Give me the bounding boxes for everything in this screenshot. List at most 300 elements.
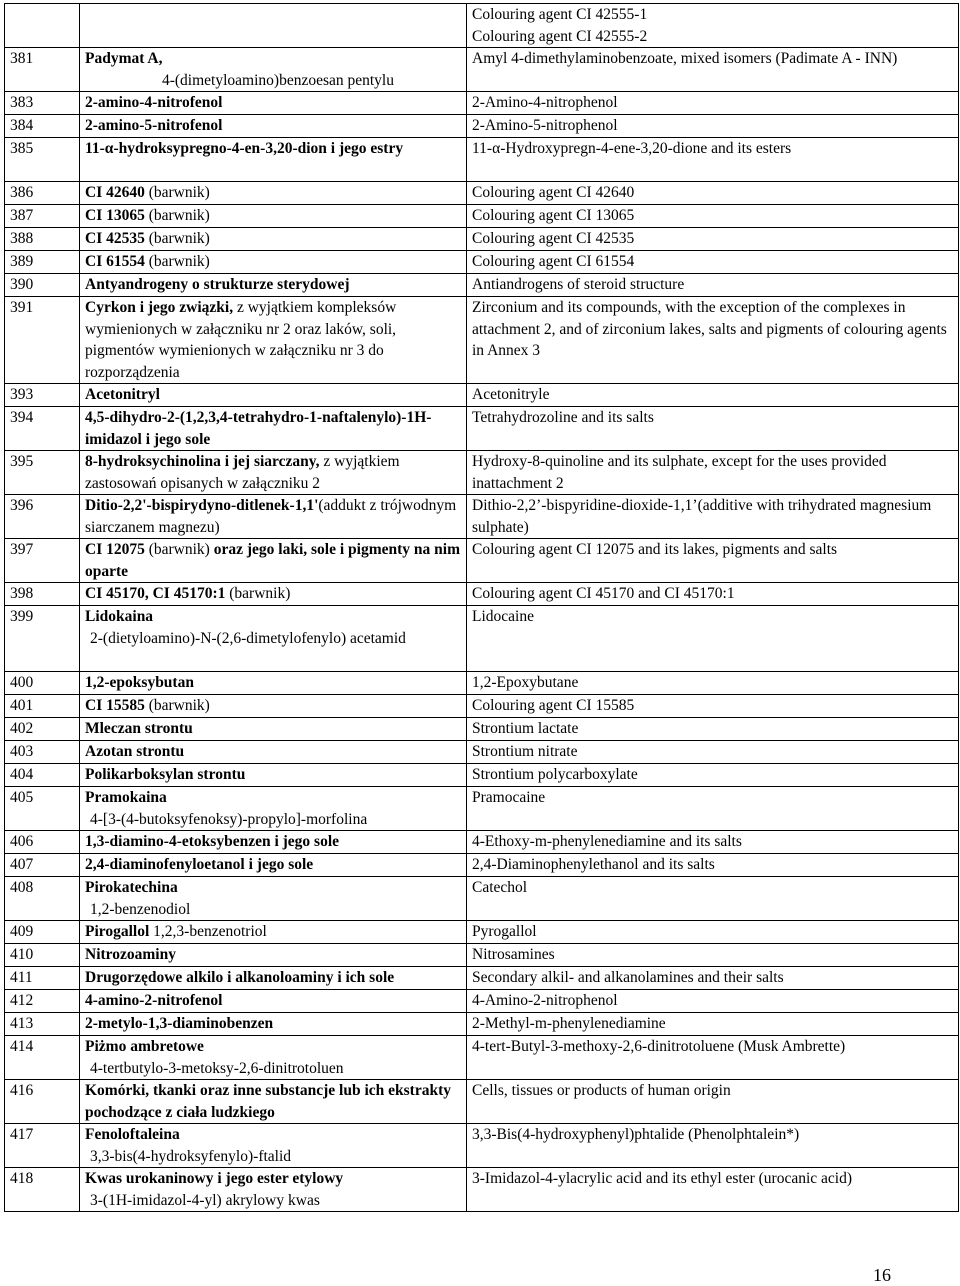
english-name-cell: [467, 251, 959, 274]
english-name-cell: [467, 606, 959, 672]
english-name: Pramocaine: [472, 789, 546, 806]
polish-name: [85, 741, 466, 763]
row-number-cell: [5, 1124, 80, 1168]
polish-name-bold: 2-metylo-1,3-diaminobenzen: [85, 1015, 274, 1032]
english-name: 4-Amino-2-nitrophenol: [472, 992, 618, 1009]
row-number: 412: [10, 992, 34, 1009]
row-number-cell: [5, 583, 80, 606]
polish-name-bold: Pirokatechina: [85, 879, 178, 896]
polish-name-bold: Nitrozoaminy: [85, 946, 176, 963]
table-row: [5, 606, 959, 672]
english-name: Antiandrogens of steroid structure: [472, 276, 685, 293]
polish-name-rest: (barwnik): [225, 585, 291, 602]
row-number-cell: [5, 831, 80, 854]
english-name-cell: [467, 205, 959, 228]
ingredients-table-body: [5, 4, 959, 1212]
polish-name: [85, 138, 466, 160]
polish-name: [85, 407, 466, 450]
row-number: 396: [10, 497, 34, 514]
row-number: 385: [10, 140, 34, 157]
polish-chemical-name: 4-[3-(4-butoksyfenoksy)-propylo]-morfolina: [90, 810, 368, 828]
polish-name: [85, 115, 466, 137]
row-number-cell: [5, 944, 80, 967]
english-name: Tetrahydrozoline and its salts: [472, 409, 654, 426]
polish-name-cell: [80, 4, 467, 48]
ingredients-table: [4, 3, 959, 1212]
english-name: 3-Imidazol-4-ylacrylic acid and its ethyl ester (urocanic acid): [472, 1170, 853, 1187]
polish-name: [85, 205, 466, 227]
polish-chemical-name: 3-(1H-imidazol-4-yl) akrylowy kwas: [90, 1191, 320, 1209]
english-name-cell: [467, 138, 959, 182]
polish-name-cell: [80, 251, 467, 274]
polish-chemical-name: 4-tertbutylo-3-metoksy-2,6-dinitrotoluen: [90, 1059, 344, 1077]
row-number-cell: [5, 718, 80, 741]
row-number: 402: [10, 720, 34, 737]
polish-name-rest: (barwnik): [144, 230, 210, 247]
english-name: Pyrogallol: [472, 923, 537, 940]
polish-name: [85, 1080, 466, 1123]
english-name-cell: [467, 182, 959, 205]
row-number-cell: [5, 4, 80, 48]
polish-name-cell: [80, 92, 467, 115]
polish-name: [85, 877, 466, 899]
polish-name-cell: [80, 182, 467, 205]
table-row: [5, 695, 959, 718]
row-number: 406: [10, 833, 34, 850]
english-name: Nitrosamines: [472, 946, 555, 963]
english-name: 4-tert-Butyl-3-methoxy-2,6-dinitrotoluene (Musk Ambrette): [472, 1038, 846, 1055]
polish-name-bold: 1,2-epoksybutan: [85, 674, 194, 691]
polish-name-cell: [80, 1036, 467, 1080]
row-number: 387: [10, 207, 34, 224]
table-row: [5, 741, 959, 764]
polish-name: [85, 92, 466, 114]
polish-name: [85, 695, 466, 717]
polish-chemical-name: 2-(dietyloamino)-N-(2,6-dimetylofenylo) acetamid: [90, 629, 406, 647]
polish-name-bold: 8-hydroksychinolina i jej siarczany,: [85, 453, 320, 470]
polish-name: [85, 764, 466, 786]
polish-chemical-name: 4-(dimetyloamino)benzoesan pentylu: [161, 71, 394, 89]
table-row: [5, 1168, 959, 1212]
row-number-cell: [5, 48, 80, 92]
polish-name-cell: [80, 495, 467, 539]
polish-name-cell: [80, 877, 467, 921]
row-number-cell: [5, 1168, 80, 1212]
row-number: 388: [10, 230, 34, 247]
row-number: 413: [10, 1015, 34, 1032]
table-row: [5, 944, 959, 967]
polish-name: [85, 787, 466, 809]
polish-name-bold: CI 45170, CI 45170:1: [85, 585, 226, 602]
polish-name: [85, 297, 466, 383]
table-row: [5, 384, 959, 407]
english-name-cell: [467, 764, 959, 787]
english-name-cell: [467, 967, 959, 990]
table-row: [5, 967, 959, 990]
english-name: 2,4-Diaminophenylethanol and its salts: [472, 856, 715, 873]
polish-name-cell: [80, 205, 467, 228]
english-line: Colouring agent CI 42555-2: [472, 27, 648, 45]
table-row: [5, 1013, 959, 1036]
row-number-cell: [5, 1013, 80, 1036]
row-number-cell: [5, 205, 80, 228]
english-name-cell: [467, 831, 959, 854]
english-name: Strontium polycarboxylate: [472, 766, 638, 783]
row-number: 399: [10, 608, 34, 625]
english-name-cell: [467, 384, 959, 407]
polish-name-rest: (barwnik): [144, 253, 210, 270]
row-number-cell: [5, 228, 80, 251]
row-number: 418: [10, 1170, 34, 1187]
polish-name-bold: Polikarboksylan strontu: [85, 766, 246, 783]
polish-name-bold-continued: oraz jego laki, sole i pigmenty na nim oparte: [85, 541, 461, 580]
polish-name-bold: Pramokaina: [85, 789, 167, 806]
polish-name-bold: CI 42535: [85, 230, 145, 247]
polish-name: [85, 228, 466, 250]
polish-name-rest: (barwnik): [144, 184, 210, 201]
polish-name-rest: 1,2,3-benzenotriol: [149, 923, 267, 940]
polish-chemical-name: 1,2-benzenodiol: [90, 900, 191, 918]
polish-name-bold: Kwas urokaninowy i jego ester etylowy: [85, 1170, 344, 1187]
english-name-cell: [467, 787, 959, 831]
english-name: Colouring agent CI 12075 and its lakes, pigments and salts: [472, 541, 838, 558]
table-row: [5, 583, 959, 606]
polish-name-bold: Lidokaina: [85, 608, 154, 625]
table-row: [5, 787, 959, 831]
row-number-cell: [5, 495, 80, 539]
english-name-cell: [467, 4, 959, 48]
row-number: 393: [10, 386, 34, 403]
row-number: 411: [10, 969, 33, 986]
polish-name-bold: Cyrkon i jego związki,: [85, 299, 234, 316]
polish-name-cell: [80, 407, 467, 451]
polish-name-rest: (barwnik): [144, 697, 210, 714]
polish-name-bold: CI 13065: [85, 207, 145, 224]
row-number: 417: [10, 1126, 34, 1143]
row-number: 410: [10, 946, 34, 963]
english-name-cell: [467, 990, 959, 1013]
polish-name-bold: 4-amino-2-nitrofenol: [85, 992, 223, 1009]
table-row: [5, 764, 959, 787]
english-name: Acetonitryle: [472, 386, 550, 403]
polish-name-rest: (barwnik): [144, 207, 210, 224]
polish-name: [85, 451, 466, 494]
table-row: [5, 138, 959, 182]
english-name: Strontium nitrate: [472, 743, 578, 760]
polish-name-rest: z wyjątkiem kompleksów wymienionych w załączniku nr 2 oraz laków, soli, pigmentów wymienionych w załączniku nr 3 do rozporządzenia: [85, 299, 401, 381]
polish-name: [85, 1168, 466, 1190]
table-row: [5, 92, 959, 115]
polish-name-cell: [80, 115, 467, 138]
polish-name-cell: [80, 1013, 467, 1036]
polish-name-cell: [80, 967, 467, 990]
row-number-cell: [5, 854, 80, 877]
table-row: [5, 205, 959, 228]
row-number-cell: [5, 695, 80, 718]
polish-name-cell: [80, 787, 467, 831]
table-row: [5, 48, 959, 92]
table-row: [5, 182, 959, 205]
polish-name-bold: Antyandrogeny o strukturze sterydowej: [85, 276, 350, 293]
table-row: [5, 1036, 959, 1080]
polish-name-cell: [80, 48, 467, 92]
table-row: [5, 407, 959, 451]
english-name-cell: [467, 921, 959, 944]
polish-name: [85, 990, 466, 1012]
row-number-cell: [5, 672, 80, 695]
polish-name-bold: Pirogallol: [85, 923, 150, 940]
row-number-cell: [5, 967, 80, 990]
polish-name-rest: (addukt z trójwodnym siarczanem magnezu): [85, 497, 461, 536]
polish-name-cell: [80, 583, 467, 606]
english-name-cell: [467, 92, 959, 115]
english-name: Catechol: [472, 879, 528, 896]
table-row: [5, 854, 959, 877]
english-name: 3,3-Bis(4-hydroxyphenyl)phtalide (Phenolphtalein*): [472, 1126, 800, 1143]
polish-name: [85, 539, 466, 582]
english-name-cell: [467, 495, 959, 539]
row-number-cell: [5, 407, 80, 451]
polish-name-bold: 2-amino-4-nitrofenol: [85, 94, 223, 111]
polish-name-bold: Drugorzędowe alkilo i alkanoloaminy i ich sole: [85, 969, 395, 986]
polish-name: [85, 831, 466, 853]
polish-name-cell: [80, 831, 467, 854]
polish-name-cell: [80, 1168, 467, 1212]
english-name: Colouring agent CI 13065: [472, 207, 635, 224]
row-number-cell: [5, 451, 80, 495]
english-name-cell: [467, 297, 959, 384]
english-name-cell: [467, 48, 959, 92]
polish-name-bold: Piżmo ambretowe: [85, 1038, 204, 1055]
polish-name: [85, 854, 466, 876]
polish-name-cell: [80, 1080, 467, 1124]
table-row: [5, 251, 959, 274]
row-number: 397: [10, 541, 34, 558]
polish-name-bold: Komórki, tkanki oraz inne substancje lub ich ekstrakty pochodzące z ciała ludzkiego: [85, 1082, 452, 1121]
polish-name-cell: [80, 854, 467, 877]
table-row: [5, 115, 959, 138]
english-name: 2-Amino-4-nitrophenol: [472, 94, 618, 111]
polish-name-cell: [80, 274, 467, 297]
polish-name: [85, 921, 466, 943]
row-number-cell: [5, 138, 80, 182]
english-line: Colouring agent CI 42555-1: [472, 6, 648, 23]
polish-chemical-name: 3,3-bis(4-hydroksyfenylo)-ftalid: [90, 1147, 292, 1165]
row-number: 398: [10, 585, 34, 602]
polish-name-bold: Fenoloftaleina: [85, 1126, 180, 1143]
english-name: 11-α-Hydroxypregn-4-ene-3,20-dione and its esters: [472, 140, 792, 157]
table-row: [5, 451, 959, 495]
english-name-cell: [467, 228, 959, 251]
table-row: [5, 274, 959, 297]
polish-name-bold: 4,5-dihydro-2-(1,2,3,4-tetrahydro-1-naftalenylo)-1H-imidazol i jego sole: [85, 409, 432, 448]
english-name: Hydroxy-8-quinoline and its sulphate, except for the uses provided inattachment 2: [472, 453, 887, 492]
row-number: 384: [10, 117, 34, 134]
row-number: 404: [10, 766, 34, 783]
english-name-cell: [467, 583, 959, 606]
polish-name: [85, 251, 466, 273]
row-number-cell: [5, 921, 80, 944]
english-name: 4-Ethoxy-m-phenylenediamine and its salts: [472, 833, 742, 850]
polish-name: [85, 1124, 466, 1146]
polish-name-bold: Ditio-2,2'-bispirydyno-ditlenek-1,1': [85, 497, 319, 514]
polish-name-bold: 11-α-hydroksypregno-4-en-3,20-dion i jego estry: [85, 140, 404, 157]
polish-name-cell: [80, 539, 467, 583]
polish-name-cell: [80, 228, 467, 251]
polish-name-bold: 2-amino-5-nitrofenol: [85, 117, 223, 134]
polish-name-bold: CI 12075: [85, 541, 145, 558]
row-number-cell: [5, 1080, 80, 1124]
row-number-cell: [5, 297, 80, 384]
table-row: [5, 990, 959, 1013]
english-name-cell: [467, 1036, 959, 1080]
row-number-cell: [5, 606, 80, 672]
english-name-cell: [467, 1013, 959, 1036]
row-number: 389: [10, 253, 34, 270]
table-row: [5, 1080, 959, 1124]
row-number-cell: [5, 764, 80, 787]
table-row: [5, 831, 959, 854]
row-number: 391: [10, 299, 34, 316]
english-name: Colouring agent CI 45170 and CI 45170:1: [472, 585, 735, 602]
table-row: [5, 921, 959, 944]
polish-name-rest: z wyjątkiem zastosowań opisanych w załączniku 2: [85, 453, 404, 492]
polish-name: [85, 606, 466, 628]
polish-name-cell: [80, 695, 467, 718]
row-number: 416: [10, 1082, 34, 1099]
english-name: 2-Amino-5-nitrophenol: [472, 117, 618, 134]
polish-name: [85, 48, 466, 70]
polish-name-cell: [80, 297, 467, 384]
english-name-cell: [467, 741, 959, 764]
polish-name: [85, 1013, 466, 1035]
polish-name-bold: Padymat A,: [85, 50, 163, 67]
polish-name-cell: [80, 606, 467, 672]
polish-name-cell: [80, 990, 467, 1013]
english-name: Zirconium and its compounds, with the exception of the complexes in attachment 2, and of zirconium lakes, salts and pigments of colouring agents in Annex 3: [472, 299, 947, 359]
polish-name-bold: CI 42640: [85, 184, 145, 201]
polish-name-cell: [80, 741, 467, 764]
english-name-cell: [467, 407, 959, 451]
english-name-cell: [467, 451, 959, 495]
row-number-cell: [5, 877, 80, 921]
polish-name: [85, 1036, 466, 1058]
polish-name-bold: 1,3-diamino-4-etoksybenzen i jego sole: [85, 833, 340, 850]
row-number: 390: [10, 276, 34, 293]
english-name: Strontium lactate: [472, 720, 579, 737]
english-name: Colouring agent CI 15585: [472, 697, 635, 714]
table-row-continuation: [5, 4, 959, 48]
english-name-cell: [467, 944, 959, 967]
table-row: [5, 877, 959, 921]
polish-name: [85, 967, 466, 989]
row-number-cell: [5, 182, 80, 205]
row-number: 414: [10, 1038, 34, 1055]
english-name-cell: [467, 115, 959, 138]
table-row: [5, 539, 959, 583]
polish-name-rest: (barwnik): [144, 541, 214, 558]
polish-name-bold: Mleczan strontu: [85, 720, 193, 737]
polish-name: [85, 672, 466, 694]
polish-name: [85, 384, 466, 406]
row-number: 386: [10, 184, 34, 201]
table-row: [5, 718, 959, 741]
row-number-cell: [5, 787, 80, 831]
table-row: [5, 672, 959, 695]
row-number: 405: [10, 789, 34, 806]
row-number: 383: [10, 94, 34, 111]
polish-name-bold: Acetonitryl: [85, 386, 160, 403]
polish-name-cell: [80, 138, 467, 182]
row-number-cell: [5, 115, 80, 138]
table-row: [5, 495, 959, 539]
english-name-cell: [467, 1080, 959, 1124]
polish-name-cell: [80, 451, 467, 495]
polish-name-cell: [80, 384, 467, 407]
english-name-cell: [467, 718, 959, 741]
row-number-cell: [5, 990, 80, 1013]
english-name: Amyl 4-dimethylaminobenzoate, mixed isomers (Padimate A - INN): [472, 50, 898, 67]
row-number: 394: [10, 409, 34, 426]
table-row: [5, 228, 959, 251]
english-name-cell: [467, 695, 959, 718]
table-row: [5, 297, 959, 384]
row-number-cell: [5, 384, 80, 407]
row-number-cell: [5, 251, 80, 274]
row-number: 409: [10, 923, 34, 940]
row-number-cell: [5, 539, 80, 583]
polish-name-cell: [80, 944, 467, 967]
row-number-cell: [5, 741, 80, 764]
polish-name-bold: 2,4-diaminofenyloetanol i jego sole: [85, 856, 314, 873]
row-number: 401: [10, 697, 34, 714]
english-name: Colouring agent CI 42640: [472, 184, 635, 201]
english-name: Colouring agent CI 42535: [472, 230, 635, 247]
polish-name: [85, 182, 466, 204]
english-name: Lidocaine: [472, 608, 534, 625]
polish-name-cell: [80, 672, 467, 695]
english-name-cell: [467, 274, 959, 297]
english-name: Colouring agent CI 61554: [472, 253, 635, 270]
english-name-cell: [467, 854, 959, 877]
row-number-cell: [5, 274, 80, 297]
row-number: 403: [10, 743, 34, 760]
polish-name-bold: CI 15585: [85, 697, 145, 714]
polish-name-bold: Azotan strontu: [85, 743, 185, 760]
table-row: [5, 1124, 959, 1168]
polish-name: [85, 718, 466, 740]
row-number: 395: [10, 453, 34, 470]
polish-name-cell: [80, 718, 467, 741]
polish-name: [85, 583, 466, 605]
english-name: 1,2-Epoxybutane: [472, 674, 579, 691]
english-name: Secondary alkil- and alkanolamines and their salts: [472, 969, 784, 986]
polish-name: [85, 944, 466, 966]
english-name: Dithio-2,2’-bispyridine-dioxide-1,1’(additive with trihydrated magnesium sulphate): [472, 497, 932, 536]
row-number-cell: [5, 1036, 80, 1080]
row-number: 400: [10, 674, 34, 691]
polish-name-cell: [80, 1124, 467, 1168]
row-number-cell: [5, 92, 80, 115]
polish-name-cell: [80, 764, 467, 787]
row-number: 408: [10, 879, 34, 896]
english-name-cell: [467, 672, 959, 695]
polish-name-cell: [80, 921, 467, 944]
row-number: 381: [10, 50, 34, 67]
english-name: 2-Methyl-m-phenylenediamine: [472, 1015, 666, 1032]
row-number: 407: [10, 856, 34, 873]
english-name: Cells, tissues or products of human origin: [472, 1082, 731, 1099]
